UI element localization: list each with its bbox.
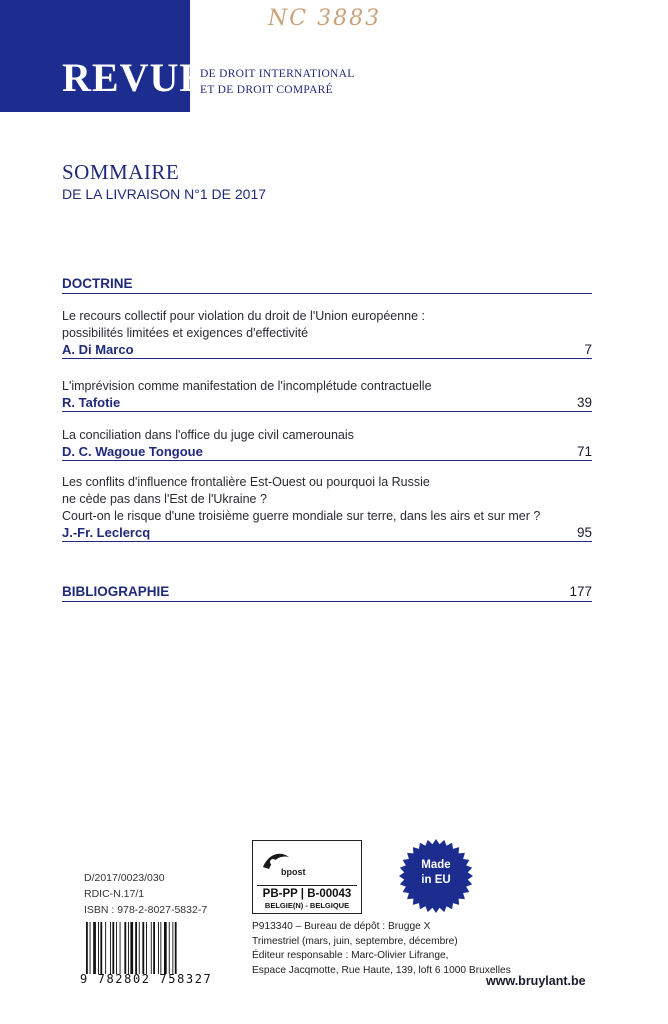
- toc-entry-title: [62, 378, 592, 395]
- made-in-eu-badge-text: [398, 858, 474, 888]
- toc-entry-title-line: ne cède pas dans l'Est de l'Ukraine ?: [62, 492, 267, 506]
- depot-info: [252, 920, 511, 978]
- badge-line: Made: [421, 859, 451, 871]
- depot-line: Éditeur responsable : Marc-Olivier Lifrange,: [252, 950, 449, 961]
- toc-entry-title: [62, 427, 592, 444]
- toc-entry-page: 71: [576, 444, 592, 459]
- toc-entry-author-row: [62, 525, 592, 542]
- toc-entry-author-row: [62, 342, 592, 359]
- toc-entry-title-line: possibilités limitées et exigences d'effectivité: [62, 326, 309, 340]
- depot-line: Trimestriel (mars, juin, septembre, décembre): [252, 935, 458, 947]
- depot-line: Espace Jacqmotte, Rue Haute, 139, loft 6 1000 Bruxelles: [252, 964, 511, 976]
- toc-entry-author: A. Di Marco: [62, 342, 134, 357]
- toc-entry-title: [62, 308, 592, 342]
- journal-title: REVUE: [62, 55, 208, 100]
- journal-code: RDIC-N.17/1: [84, 888, 145, 900]
- bibliographie-page: 177: [569, 584, 592, 599]
- journal-subtitle: [200, 66, 355, 98]
- toc-entry-title-line: Court-on le risque d'une troisième guerre mondiale sur terre, dans les airs et sur mer ?: [62, 509, 541, 523]
- bpost-country: BELGIE(N) - BELGIQUE: [264, 901, 350, 910]
- toc-entry-title-line: Le recours collectif pour violation du droit de l'Union européenne :: [62, 309, 426, 323]
- isbn-barcode: [84, 922, 214, 974]
- toc-entry-page: 7: [584, 342, 592, 357]
- depot-line: P913340 – Bureau de dépôt : Brugge X: [252, 921, 431, 932]
- toc-entry[interactable]: [62, 427, 592, 461]
- toc-entry-page: 95: [576, 525, 592, 540]
- toc-entry[interactable]: [62, 378, 592, 412]
- legal-deposit: D/2017/0023/030: [84, 872, 165, 884]
- toc-entry-author: J.-Fr. Leclercq: [62, 525, 151, 540]
- toc-entry-page: 39: [576, 395, 592, 410]
- bpost-postage-box: [252, 840, 362, 914]
- toc-entry-title: [62, 474, 592, 525]
- toc-entry-author-row: [62, 395, 592, 412]
- sommaire-title: SOMMAIRE: [62, 160, 180, 184]
- bpost-code: PB-PP | B-00043: [257, 885, 357, 900]
- publisher-website-link[interactable]: www.bruylant.be: [486, 974, 586, 988]
- toc-entry-author: R. Tafotie: [62, 395, 121, 410]
- toc-entry-title-line: L'imprévision comme manifestation de l'incomplétude contractuelle: [62, 379, 432, 393]
- toc-entry[interactable]: [62, 308, 592, 359]
- toc-entry-title-line: Les conflits d'influence frontalière Est-Ouest ou pourquoi la Russie: [62, 475, 430, 489]
- toc-entry-author-row: [62, 444, 592, 461]
- bibliographie-heading-label: BIBLIOGRAPHIE: [62, 584, 170, 599]
- isbn: ISBN : 978-2-8027-5832-7: [84, 904, 208, 916]
- livraison-subtitle: DE LA LIVRAISON N°1 DE 2017: [62, 186, 267, 202]
- publication-meta: [84, 870, 207, 918]
- bpost-name: bpost: [281, 867, 306, 877]
- barcode-digits: 9 782802 758327: [80, 972, 213, 986]
- badge-line: in EU: [421, 874, 451, 886]
- doctrine-heading: [62, 276, 592, 294]
- journal-subtitle-line1: DE DROIT INTERNATIONAL: [200, 68, 355, 80]
- toc-entry-title-line: La conciliation dans l'office du juge civil camerounais: [62, 428, 354, 442]
- doctrine-heading-label: DOCTRINE: [62, 276, 133, 291]
- toc-entry-author: D. C. Wagoue Tongoue: [62, 444, 203, 459]
- journal-subtitle-line2: ET DE DROIT COMPARÉ: [200, 84, 333, 96]
- bibliographie-heading[interactable]: [62, 584, 592, 602]
- toc-entry[interactable]: [62, 474, 592, 542]
- handwritten-mark: NC 3883: [268, 6, 382, 31]
